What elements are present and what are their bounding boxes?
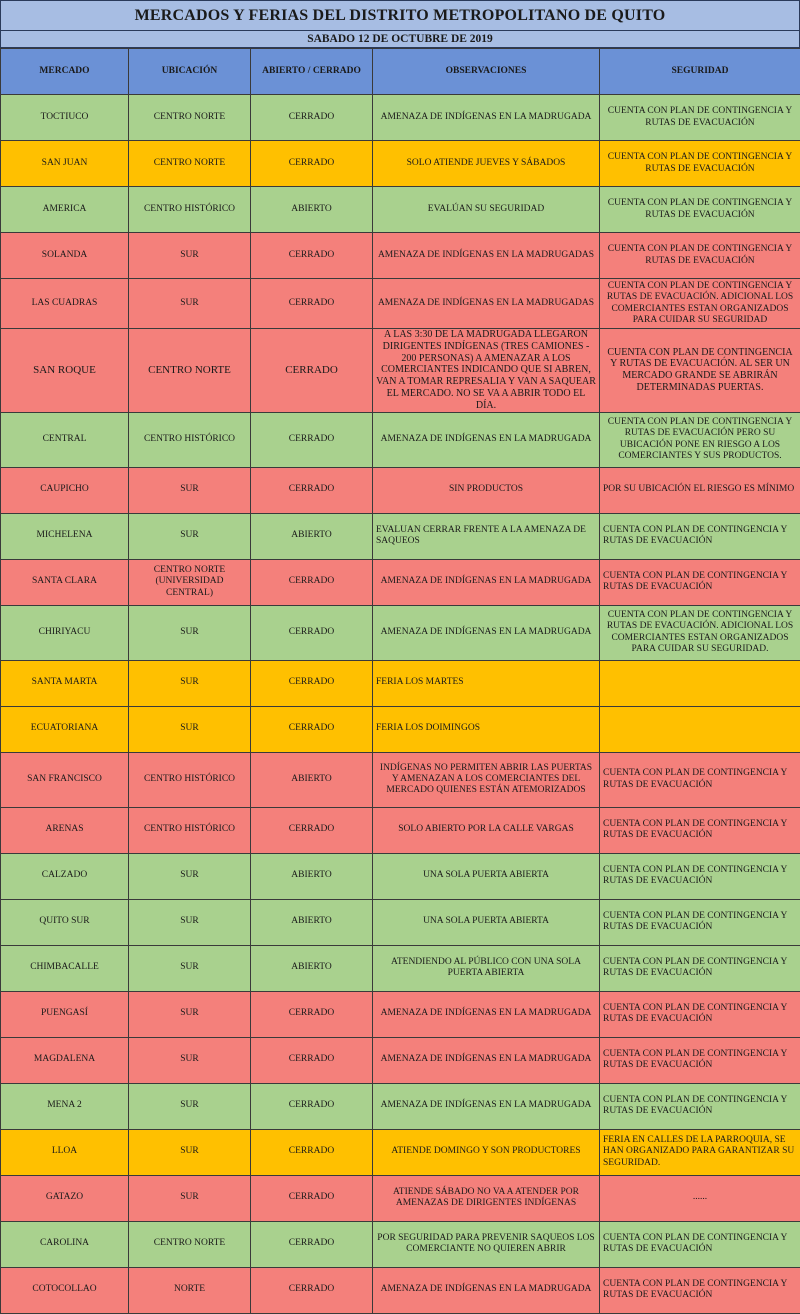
cell-estado: CERRADO: [251, 706, 373, 752]
cell-estado: CERRADO: [251, 1083, 373, 1129]
cell-seguridad: CUENTA CON PLAN DE CONTINGENCIA Y RUTAS DE EVACUACIÓN: [600, 752, 800, 807]
cell-estado: ABIERTO: [251, 853, 373, 899]
table-row: [1, 1083, 800, 1129]
cell-ubicacion: CENTRO HISTÓRICO: [129, 807, 251, 853]
table-row: [1, 899, 800, 945]
table-row: [1, 1037, 800, 1083]
cell-estado: CERRADO: [251, 1221, 373, 1267]
cell-mercado: SAN FRANCISCO: [1, 752, 129, 807]
table-row: [1, 329, 800, 413]
table-row: [1, 1129, 800, 1175]
column-header-seguridad: SEGURIDAD: [600, 49, 800, 95]
cell-mercado: ARENAS: [1, 807, 129, 853]
table-row: [1, 605, 800, 660]
cell-ubicacion: SUR: [129, 1175, 251, 1221]
cell-estado: ABIERTO: [251, 752, 373, 807]
cell-observaciones: A LAS 3:30 DE LA MADRUGADA LLEGARON DIRIGENTES INDÍGENAS (TRES CAMIONES - 200 PERSONAS) A AMENAZAR A LOS COMERCIANTES INDICANDO QUE SI ABREN, VAN A TOMAR REPRESALIA Y VAN A SAQUEAR EL MERCADO. NO SE VA A ABRIR TODO EL DÍA.: [373, 329, 600, 413]
cell-mercado: COTOCOLLAO: [1, 1267, 129, 1313]
cell-seguridad: CUENTA CON PLAN DE CONTINGENCIA Y RUTAS DE EVACUACIÓN: [600, 141, 800, 187]
cell-observaciones: AMENAZA DE INDÍGENAS EN LA MADRUGADA: [373, 605, 600, 660]
date-subtitle: SABADO 12 DE OCTUBRE DE 2019: [0, 31, 800, 48]
table-header-row: [1, 49, 800, 95]
cell-estado: CERRADO: [251, 807, 373, 853]
cell-mercado: QUITO SUR: [1, 899, 129, 945]
table-row: [1, 807, 800, 853]
cell-estado: ABIERTO: [251, 945, 373, 991]
cell-seguridad: CUENTA CON PLAN DE CONTINGENCIA Y RUTAS DE EVACUACIÓN: [600, 95, 800, 141]
cell-seguridad: POR SU UBICACIÓN EL RIESGO ES MÍNIMO: [600, 467, 800, 513]
cell-mercado: TOCTIUCO: [1, 95, 129, 141]
cell-ubicacion: SUR: [129, 991, 251, 1037]
column-header-mercado: MERCADO: [1, 49, 129, 95]
cell-ubicacion: SUR: [129, 279, 251, 329]
table-row: [1, 187, 800, 233]
cell-ubicacion: CENTRO HISTÓRICO: [129, 412, 251, 467]
cell-mercado: LAS CUADRAS: [1, 279, 129, 329]
cell-seguridad: CUENTA CON PLAN DE CONTINGENCIA Y RUTAS DE EVACUACIÓN: [600, 513, 800, 559]
table-row: [1, 233, 800, 279]
cell-observaciones: AMENAZA DE INDÍGENAS EN LA MADRUGADA: [373, 95, 600, 141]
cell-mercado: MENA 2: [1, 1083, 129, 1129]
cell-ubicacion: CENTRO HISTÓRICO: [129, 187, 251, 233]
cell-ubicacion: SUR: [129, 467, 251, 513]
cell-mercado: LLOA: [1, 1129, 129, 1175]
cell-mercado: SAN JUAN: [1, 141, 129, 187]
cell-estado: ABIERTO: [251, 899, 373, 945]
cell-observaciones: AMENAZA DE INDÍGENAS EN LA MADRUGADA: [373, 1267, 600, 1313]
cell-seguridad: [600, 660, 800, 706]
cell-ubicacion: CENTRO NORTE: [129, 329, 251, 413]
cell-estado: CERRADO: [251, 412, 373, 467]
cell-observaciones: UNA SOLA PUERTA ABIERTA: [373, 899, 600, 945]
cell-seguridad: CUENTA CON PLAN DE CONTINGENCIA Y RUTAS DE EVACUACIÓN: [600, 807, 800, 853]
cell-seguridad: CUENTA CON PLAN DE CONTINGENCIA Y RUTAS DE EVACUACIÓN: [600, 187, 800, 233]
cell-observaciones: AMENAZA DE INDÍGENAS EN LA MADRUGADAS: [373, 233, 600, 279]
cell-seguridad: CUENTA CON PLAN DE CONTINGENCIA Y RUTAS DE EVACUACIÓN: [600, 559, 800, 605]
cell-observaciones: FERIA LOS DOIMINGOS: [373, 706, 600, 752]
table-row: [1, 945, 800, 991]
cell-estado: ABIERTO: [251, 513, 373, 559]
table-row: [1, 279, 800, 329]
cell-seguridad: CUENTA CON PLAN DE CONTINGENCIA Y RUTAS DE EVACUACIÓN. ADICIONAL LOS COMERCIANTES ESTAN ORGANIZADOS PARA CUIDAR SU SEGURIDAD: [600, 279, 800, 329]
cell-seguridad: ......: [600, 1175, 800, 1221]
cell-seguridad: CUENTA CON PLAN DE CONTINGENCIA Y RUTAS DE EVACUACIÓN: [600, 233, 800, 279]
cell-ubicacion: NORTE: [129, 1267, 251, 1313]
cell-seguridad: CUENTA CON PLAN DE CONTINGENCIA Y RUTAS DE EVACUACIÓN: [600, 899, 800, 945]
cell-ubicacion: CENTRO NORTE: [129, 141, 251, 187]
table-row: [1, 1221, 800, 1267]
cell-observaciones: SOLO ATIENDE JUEVES Y SÁBADOS: [373, 141, 600, 187]
cell-estado: CERRADO: [251, 233, 373, 279]
cell-observaciones: AMENAZA DE INDÍGENAS EN LA MADRUGADA: [373, 559, 600, 605]
cell-mercado: MAGDALENA: [1, 1037, 129, 1083]
table-row: [1, 95, 800, 141]
cell-estado: CERRADO: [251, 660, 373, 706]
cell-ubicacion: SUR: [129, 513, 251, 559]
cell-estado: CERRADO: [251, 1175, 373, 1221]
cell-seguridad: CUENTA CON PLAN DE CONTINGENCIA Y RUTAS DE EVACUACIÓN: [600, 1267, 800, 1313]
cell-estado: CERRADO: [251, 467, 373, 513]
table-row: [1, 141, 800, 187]
cell-seguridad: [600, 706, 800, 752]
cell-estado: CERRADO: [251, 1037, 373, 1083]
cell-observaciones: FERIA LOS MARTES: [373, 660, 600, 706]
cell-observaciones: POR SEGURIDAD PARA PREVENIR SAQUEOS LOS COMERCIANTE NO QUIEREN ABRIR: [373, 1221, 600, 1267]
cell-mercado: CAROLINA: [1, 1221, 129, 1267]
table-row: [1, 467, 800, 513]
cell-observaciones: AMENAZA DE INDÍGENAS EN LA MADRUGADAS: [373, 279, 600, 329]
cell-estado: CERRADO: [251, 605, 373, 660]
cell-observaciones: AMENAZA DE INDÍGENAS EN LA MADRUGADA: [373, 1083, 600, 1129]
cell-seguridad: CUENTA CON PLAN DE CONTINGENCIA Y RUTAS DE EVACUACIÓN: [600, 853, 800, 899]
cell-ubicacion: CENTRO NORTE (UNIVERSIDAD CENTRAL): [129, 559, 251, 605]
cell-mercado: GATAZO: [1, 1175, 129, 1221]
cell-estado: ABIERTO: [251, 187, 373, 233]
cell-estado: CERRADO: [251, 141, 373, 187]
cell-mercado: SANTA MARTA: [1, 660, 129, 706]
cell-estado: CERRADO: [251, 1129, 373, 1175]
table-row: [1, 513, 800, 559]
cell-mercado: CENTRAL: [1, 412, 129, 467]
cell-mercado: SOLANDA: [1, 233, 129, 279]
cell-seguridad: CUENTA CON PLAN DE CONTINGENCIA Y RUTAS DE EVACUACIÓN PERO SU UBICACIÓN PONE EN RIESGO A LOS COMERCIANTES Y SUS PRODUCTOS.: [600, 412, 800, 467]
cell-seguridad: CUENTA CON PLAN DE CONTINGENCIA Y RUTAS DE EVACUACIÓN: [600, 1037, 800, 1083]
cell-ubicacion: SUR: [129, 706, 251, 752]
cell-seguridad: FERIA EN CALLES DE LA PARROQUIA, SE HAN ORGANIZADO PARA GARANTIZAR SU SEGURIDAD.: [600, 1129, 800, 1175]
cell-seguridad: CUENTA CON PLAN DE CONTINGENCIA Y RUTAS DE EVACUACIÓN: [600, 991, 800, 1037]
cell-estado: CERRADO: [251, 279, 373, 329]
table-row: [1, 1267, 800, 1313]
markets-table: [0, 48, 800, 1314]
cell-mercado: SANTA CLARA: [1, 559, 129, 605]
table-row: [1, 853, 800, 899]
cell-estado: CERRADO: [251, 329, 373, 413]
cell-observaciones: ATENDIENDO AL PÚBLICO CON UNA SOLA PUERTA ABIERTA: [373, 945, 600, 991]
cell-estado: CERRADO: [251, 991, 373, 1037]
table-row: [1, 1175, 800, 1221]
page-title: MERCADOS Y FERIAS DEL DISTRITO METROPOLITANO DE QUITO: [0, 0, 800, 31]
cell-observaciones: AMENAZA DE INDÍGENAS EN LA MADRUGADA: [373, 1037, 600, 1083]
table-row: [1, 706, 800, 752]
cell-seguridad: CUENTA CON PLAN DE CONTINGENCIA Y RUTAS DE EVACUACIÓN. AL SER UN MERCADO GRANDE SE ABRIRÁN DETERMINADAS PUERTAS.: [600, 329, 800, 413]
table-row: [1, 660, 800, 706]
cell-observaciones: INDÍGENAS NO PERMITEN ABRIR LAS PUERTAS Y AMENAZAN A LOS COMERCIANTES DEL MERCADO QUIENES ESTÁN ATEMORIZADOS: [373, 752, 600, 807]
cell-ubicacion: CENTRO HISTÓRICO: [129, 752, 251, 807]
cell-observaciones: EVALUAN CERRAR FRENTE A LA AMENAZA DE SAQUEOS: [373, 513, 600, 559]
cell-seguridad: CUENTA CON PLAN DE CONTINGENCIA Y RUTAS DE EVACUACIÓN: [600, 1083, 800, 1129]
cell-mercado: SAN ROQUE: [1, 329, 129, 413]
cell-ubicacion: SUR: [129, 1037, 251, 1083]
cell-observaciones: AMENAZA DE INDÍGENAS EN LA MADRUGADA: [373, 991, 600, 1037]
cell-estado: CERRADO: [251, 1267, 373, 1313]
cell-ubicacion: SUR: [129, 233, 251, 279]
table-row: [1, 752, 800, 807]
table-body: [1, 95, 800, 1314]
cell-ubicacion: CENTRO NORTE: [129, 95, 251, 141]
cell-mercado: MICHELENA: [1, 513, 129, 559]
cell-mercado: AMERICA: [1, 187, 129, 233]
cell-ubicacion: SUR: [129, 945, 251, 991]
cell-ubicacion: SUR: [129, 1083, 251, 1129]
table-row: [1, 412, 800, 467]
cell-mercado: PUENGASÍ: [1, 991, 129, 1037]
cell-mercado: CHIRIYACU: [1, 605, 129, 660]
cell-estado: CERRADO: [251, 95, 373, 141]
cell-mercado: CALZADO: [1, 853, 129, 899]
cell-mercado: ECUATORIANA: [1, 706, 129, 752]
column-header-observaciones: OBSERVACIONES: [373, 49, 600, 95]
cell-ubicacion: CENTRO NORTE: [129, 1221, 251, 1267]
cell-seguridad: CUENTA CON PLAN DE CONTINGENCIA Y RUTAS DE EVACUACIÓN. ADICIONAL LOS COMERCIANTES ESTAN ORGANIZADOS PARA CUIDAR SU SEGURIDAD.: [600, 605, 800, 660]
cell-observaciones: AMENAZA DE INDÍGENAS EN LA MADRUGADA: [373, 412, 600, 467]
column-header-estado: ABIERTO / CERRADO: [251, 49, 373, 95]
cell-ubicacion: SUR: [129, 1129, 251, 1175]
cell-seguridad: CUENTA CON PLAN DE CONTINGENCIA Y RUTAS DE EVACUACIÓN: [600, 945, 800, 991]
cell-observaciones: SIN PRODUCTOS: [373, 467, 600, 513]
column-header-ubicacion: UBICACIÓN: [129, 49, 251, 95]
cell-mercado: CHIMBACALLE: [1, 945, 129, 991]
cell-ubicacion: SUR: [129, 853, 251, 899]
cell-observaciones: SOLO ABIERTO POR LA CALLE VARGAS: [373, 807, 600, 853]
cell-observaciones: EVALÚAN SU SEGURIDAD: [373, 187, 600, 233]
cell-observaciones: UNA SOLA PUERTA ABIERTA: [373, 853, 600, 899]
table-row: [1, 991, 800, 1037]
cell-observaciones: ATIENDE DOMINGO Y SON PRODUCTORES: [373, 1129, 600, 1175]
table-row: [1, 559, 800, 605]
cell-observaciones: ATIENDE SÁBADO NO VA A ATENDER POR AMENAZAS DE DIRIGENTES INDÍGENAS: [373, 1175, 600, 1221]
cell-ubicacion: SUR: [129, 660, 251, 706]
cell-ubicacion: SUR: [129, 899, 251, 945]
cell-mercado: CAUPICHO: [1, 467, 129, 513]
cell-estado: CERRADO: [251, 559, 373, 605]
cell-ubicacion: SUR: [129, 605, 251, 660]
cell-seguridad: CUENTA CON PLAN DE CONTINGENCIA Y RUTAS DE EVACUACIÓN: [600, 1221, 800, 1267]
